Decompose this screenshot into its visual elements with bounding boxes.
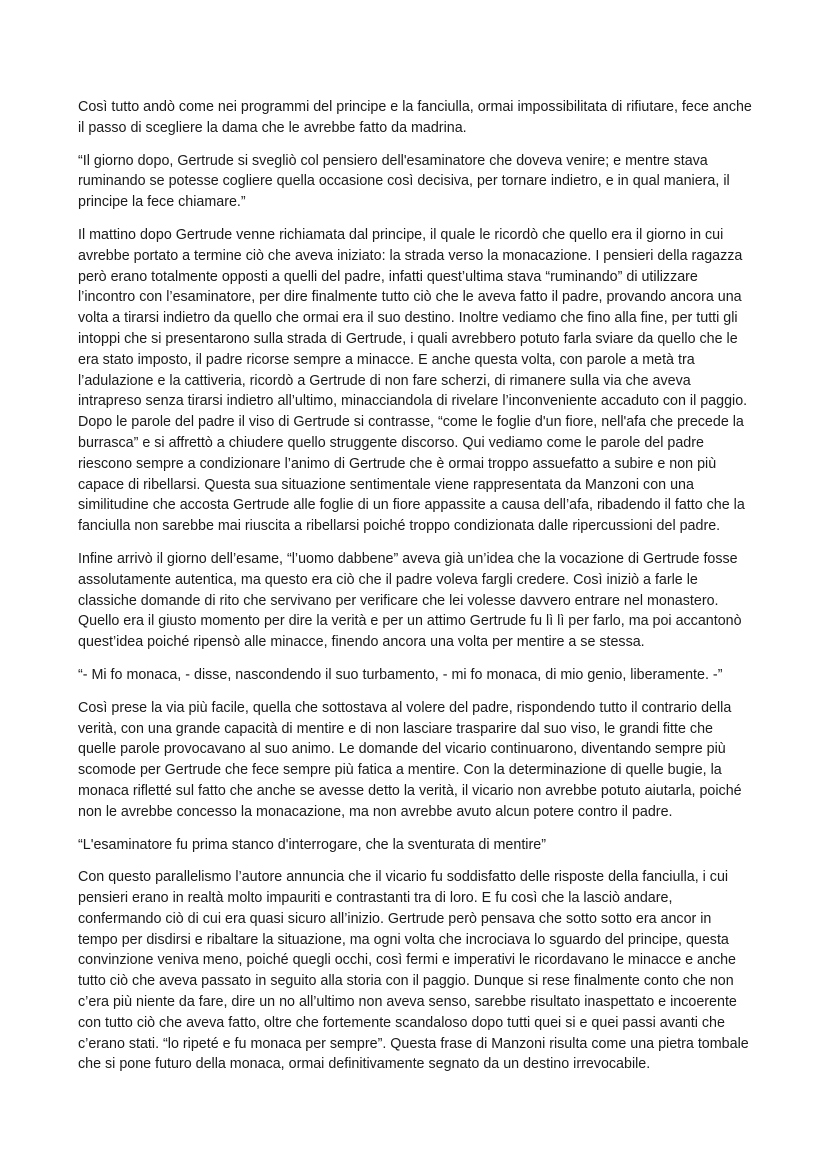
quote-paragraph-2: “- Mi fo monaca, - disse, nascondendo il suo turbamento, - mi fo monaca, di mio genio, liberamente. -”: [78, 666, 723, 683]
document-page: [78, 97, 754, 1087]
quote-paragraph-1: “Il giorno dopo, Gertrude si svegliò col pensiero dell'esaminatore che doveva venire; e mentre stava ruminando se potesse cogliere quella occasione così decisiva, per tornare indietro, e in qual maniera, il principe la fece chiamare.”: [78, 152, 730, 211]
quote-paragraph-3: “L'esaminatore fu prima stanco d'interrogare, che la sventurata di mentire”: [78, 836, 546, 853]
paragraph-4: Così prese la via più facile, quella che sottostava al volere del padre, rispondendo tutto il contrario della verità, con una grande capacità di mentire e di non lasciare trasparire dal suo viso, le grandi fitte che quelle parole provocavano al suo animo. Le domande del vicario continuarono, diventando sempre più scomode per Gertrude che fece sempre più fatica a mentire. Con la determinazione di quelle bugie, la monaca rifletté sul fatto che anche se avesse detto la verità, il vicario non avrebbe potuto aiutarla, poiché non le avrebbe concesso la monacazione, ma non avrebbe avuto alcun potere contro il padre.: [78, 699, 742, 820]
paragraph-1: Così tutto andò come nei programmi del principe e la fanciulla, ormai impossibilitata di rifiutare, fece anche il passo di scegliere la dama che le avrebbe fatto da madrina.: [78, 99, 752, 136]
paragraph-3: Infine arrivò il giorno dell’esame, “l’uomo dabbene” aveva già un’idea che la vocazione di Gertrude fosse assolutamente autentica, ma questo era ciò che il padre voleva fargli credere. Così iniziò a farle le classiche domande di rito che servivano per verificare che lei volesse davvero entrare nel monastero. Quello era il giusto momento per dire la verità e per un attimo Gertrude fu lì lì per farlo, ma poi accantonò quest’idea poiché ripensò alle minacce, finendo ancora una volta per mentire a se stessa.: [78, 550, 742, 651]
paragraph-2: Il mattino dopo Gertrude venne richiamata dal principe, il quale le ricordò che quello era il giorno in cui avrebbe portato a termine ciò che aveva iniziato: la strada verso la monacazione. I pensieri della ragazza però erano totalmente opposti a quelli del padre, infatti quest’ultima stava “ruminando” di utilizzare l’incontro con l’esaminatore, per dire finalmente tutto ciò che le aveva fatto il padre, provando ancora una volta a tirarsi indietro da quello che ormai era il suo destino. Inoltre vediamo che fino alla fine, per tutti gli intoppi che si presentarono sulla strada di Gertrude, i quali avrebbero potuto farla sviare da quello che le era stato imposto, il padre ricorse sempre a minacce. E anche questa volta, con parole a metà tra l’adulazione e la cattiveria, ricordò a Gertrude di non fare scherzi, di rimanere sulla via che aveva intrapreso senza tirarsi indietro all’ultimo, minacciandola di rivelare l’inconveniente accaduto con il paggio. Dopo le parole del padre il viso di Gertrude si contrasse, “come le foglie d'un fiore, nell'afa che precede la burrasca” e si affrettò a chiudere quello struggente discorso. Qui vediamo come le parole del padre riescono sempre a condizionare l’animo di Gertrude che è ormai troppo assuefatto a subire e non più capace di ribellarsi. Questa sua situazione sentimentale viene rappresentata da Manzoni con una similitudine che accosta Gertrude alle foglie di un fiore appassite a causa dell’afa, ribadendo il fatto che la fanciulla non sarebbe mai riuscita a ribellarsi poiché troppo condizionata dalle ripercussioni del padre.: [78, 226, 748, 535]
paragraph-5: Con questo parallelismo l’autore annuncia che il vicario fu soddisfatto delle risposte della fanciulla, i cui pensieri erano in realtà molto impauriti e contrastanti tra di loro. E fu così che la lasciò andare, confermando ciò di cui era quasi sicuro all’inizio. Gertrude però pensava che sotto sotto era ancor in tempo per disdirsi e ribaltare la situazione, ma ogni volta che incrociava lo sguardo del principe, questa convinzione veniva meno, poiché quegli occhi, così fermi e imperativi le ricordavano le minacce e anche tutto ciò che aveva passato in seguito alla storia con il paggio. Dunque si rese finalmente conto che non c’era più niente da fare, dire un no all’ultimo non aveva senso, sarebbe risultato inaspettato e incoerente con tutto ciò che aveva fatto, oltre che fortemente scandaloso dopo tutti quei si e quei passi avanti che c’erano stati. “lo ripeté e fu monaca per sempre”. Questa frase di Manzoni risulta come una pietra tombale che si pone futuro della monaca, ormai definitivamente segnato da un destino irrevocabile.: [78, 869, 749, 1073]
